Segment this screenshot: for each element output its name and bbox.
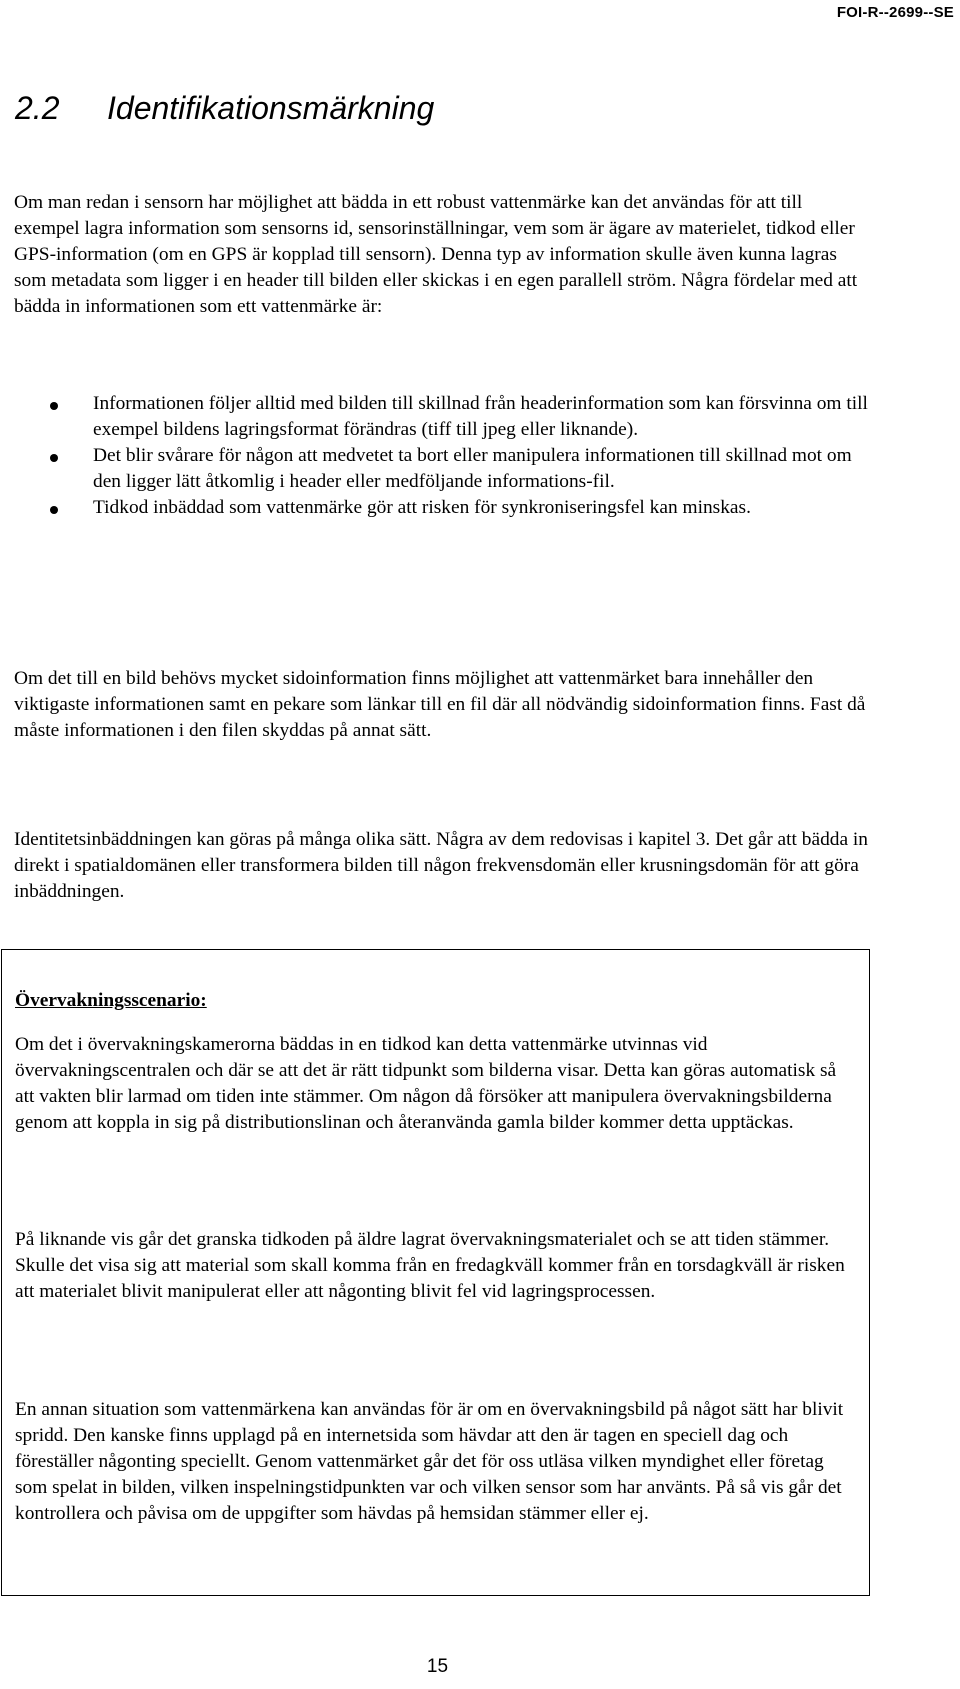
scenario-title: Övervakningsscenario: <box>15 990 207 1011</box>
scenario-paragraph: På liknande vis går det granska tidkoden på äldre lagrat övervakningsmaterialet och se att tiden stämmer. Skulle det visa sig att material som skall komma från en fredagkväll kommer från en torsdagkväll är risken att materialet blivit manipulerat eller att någonting blivit fel vid lagringsprocessen. <box>15 1229 845 1302</box>
bullet-icon <box>50 506 58 514</box>
bullet-icon <box>50 454 58 462</box>
side-info-paragraph: Om det till en bild behövs mycket sidoinformation finns möjlighet att vattenmärket bara innehåller den viktigaste informationen samt en pekare som länkar till en fil där all nödvändig sidoinformation finns. Fast då måste informationen i den filen skyddas på annat sätt. <box>14 668 866 741</box>
list-item-text: Informationen följer alltid med bilden till skillnad från headerinformation som kan försvinna om till exempel bildens lagringsformat förändras (tiff till jpeg eller liknande). <box>93 393 868 440</box>
list-item-text: Det blir svårare för någon att medvetet ta bort eller manipulera informationen till skillnad mot om den ligger lätt åtkomlig i header eller medföljande informations-fil. <box>93 445 852 492</box>
scenario-box <box>1 949 870 1596</box>
list-item <box>14 495 870 521</box>
identity-paragraph: Identitetsinbäddningen kan göras på många olika sätt. Några av dem redovisas i kapitel 3. Det går att bädda in direkt i spatialdomänen eller transformera bilden till någon frekvensdomän eller krusningsdomän för att göra inbäddningen. <box>14 829 869 902</box>
list-item <box>14 443 870 495</box>
scenario-paragraph: Om det i övervakningskamerorna bäddas in en tidkod kan detta vattenmärke utvinnas vid övervakningscentralen och där se att det är rätt tidpunkt som bilderna visar. Detta kan göras automatisk så att vakten blir larmad om tiden inte stämmer. Om någon då försöker att manipulera övervakningsbilderna genom att koppla in sig på distributionslinan och återanvända gamla bilder kommer detta upptäckas. <box>15 1034 837 1133</box>
document-id-header: FOI-R--2699--SE <box>836 4 954 21</box>
advantages-list <box>14 391 870 521</box>
intro-paragraph: Om man redan i sensorn har möjlighet att bädda in ett robust vattenmärke kan det användas för att till exempel lagra information som sensorns id, sensorinställningar, vem som är ägare av materielet, tidkod eller GPS-information (om en GPS är kopplad till sensorn). Denna typ av information skulle även kunna lagras som metadata som ligger i en header till bilden eller skickas i en egen parallell ström. Några fördelar med att bädda in informationen som ett vattenmärke är: <box>14 192 858 317</box>
page-number: 15 <box>426 1656 449 1677</box>
section-number: 2.2 <box>15 90 60 126</box>
list-item-text: Tidkod inbäddad som vattenmärke gör att risken för synkroniseringsfel kan minskas. <box>93 497 751 518</box>
section-heading <box>15 88 434 128</box>
list-item <box>14 391 870 443</box>
bullet-icon <box>50 402 58 410</box>
scenario-paragraph: En annan situation som vattenmärkena kan användas för är om en övervakningsbild på något sätt har blivit spridd. Den kanske finns upplagd på en internetsida som hävdar att den är tagen en speciell dag och föreställer någonting speciellt. Genom vattenmärket går det för oss utläsa vilken myndighet eller företag som spelat in bilden, vilken inspelningstidpunkten var och vilken sensor som har använts. På så vis går det kontrollera och påvisa om de uppgifter som hävdas på hemsidan stämmer eller ej. <box>15 1399 844 1524</box>
section-title: Identifikationsmärkning <box>107 90 435 126</box>
